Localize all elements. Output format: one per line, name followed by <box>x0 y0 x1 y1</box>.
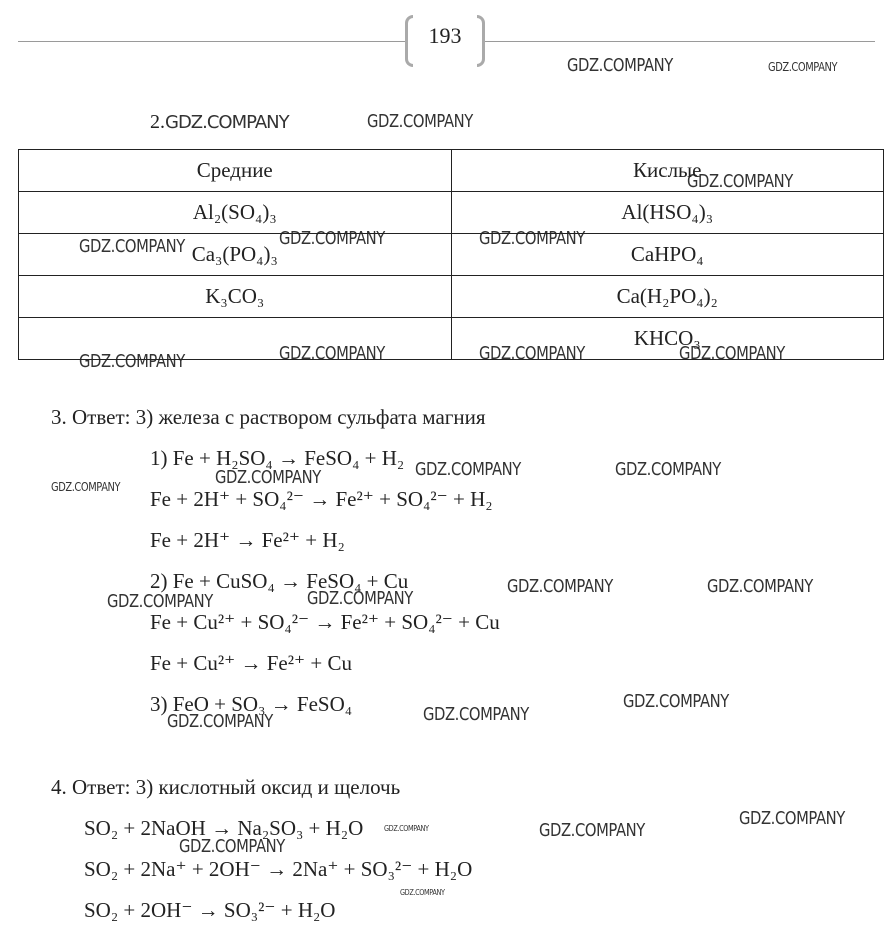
equation: Fe + 2H⁺ → Fe²⁺ + H₂ <box>150 528 345 552</box>
equation: 3) FeO + SO₃ → FeSO₄ <box>150 692 353 716</box>
equation: SO₂ + 2Na⁺ + 2OH⁻ → 2Na⁺ + SO₃²⁻ + H₂O <box>84 857 473 881</box>
page-number-frame <box>405 15 485 67</box>
watermark: GDZ.COMPANY <box>507 576 613 597</box>
equation: 2) Fe + CuSO₄ → FeSO₄ + Cu <box>150 569 409 593</box>
header-rule-right <box>485 41 875 42</box>
watermark: GDZ.COMPANY <box>679 343 785 364</box>
task-2-heading <box>150 111 289 134</box>
watermark: GDZ.COMPANY <box>768 60 838 74</box>
watermark: GDZ.COMPANY <box>479 228 585 249</box>
watermark: GDZ.COMPANY <box>423 704 529 725</box>
watermark: GDZ.COMPANY <box>384 824 429 833</box>
table-row <box>19 234 884 276</box>
table-cell: Ca₃(PO₄)₃ <box>19 234 452 276</box>
salts-table <box>18 149 884 360</box>
watermark: GDZ.COMPANY <box>539 820 645 841</box>
watermark: GDZ.COMPANY <box>279 228 385 249</box>
table-cell: K₃CO₃ <box>19 276 452 318</box>
watermark: GDZ.COMPANY <box>179 836 285 857</box>
page-number: 193 <box>428 23 462 48</box>
table-row <box>19 318 884 360</box>
watermark: GDZ.COMPANY <box>623 691 729 712</box>
equation: 1) Fe + H₂SO₄ → FeSO₄ + H₂ <box>150 446 405 470</box>
table-cell: Ca(H₂PO₄)₂ <box>451 276 884 318</box>
equation: SO₂ + 2OH⁻ → SO₃²⁻ + H₂O <box>84 898 336 922</box>
watermark: GDZ.COMPANY <box>400 888 445 897</box>
table-cell: Al(HSO₄)₃ <box>451 192 884 234</box>
header-rule-left <box>18 41 406 42</box>
table-cell <box>19 318 452 360</box>
watermark: GDZ.COMPANY <box>307 588 413 609</box>
watermark: GDZ.COMPANY <box>167 711 273 732</box>
watermark: GDZ.COMPANY <box>107 591 213 612</box>
equation: Fe + Cu²⁺ → Fe²⁺ + Cu <box>150 651 352 675</box>
watermark: GDZ.COMPANY <box>415 459 521 480</box>
watermark: GDZ.COMPANY <box>51 480 121 494</box>
table-cell: CaHPO₄ <box>451 234 884 276</box>
table-header-cell: Кислые <box>451 150 884 192</box>
task-4-answer: 4. Ответ: 3) кислотный оксид и щелочь <box>51 775 401 799</box>
watermark: GDZ.COMPANY <box>79 236 185 257</box>
table-row <box>19 192 884 234</box>
watermark: GDZ.COMPANY <box>567 55 673 76</box>
equation: Fe + 2H⁺ + SO₄²⁻ → Fe²⁺ + SO₄²⁻ + H₂ <box>150 487 493 511</box>
equation: Fe + Cu²⁺ + SO₄²⁻ → Fe²⁺ + SO₄²⁻ + Cu <box>150 610 500 634</box>
watermark: GDZ.COMPANY <box>279 343 385 364</box>
task-3-answer: 3. Ответ: 3) железа с раствором сульфата магния <box>51 405 486 429</box>
watermark: GDZ.COMPANY <box>479 343 585 364</box>
watermark: GDZ.COMPANY <box>739 808 845 829</box>
watermark: GDZ.COMPANY <box>707 576 813 597</box>
watermark: GDZ.COMPANY <box>615 459 721 480</box>
watermark: GDZ.COMPANY <box>687 171 793 192</box>
table-row <box>19 276 884 318</box>
table-header-cell: Средние <box>19 150 452 192</box>
watermark: GDZ.COMPANY <box>165 112 289 133</box>
watermark: GDZ.COMPANY <box>79 351 185 372</box>
table-cell: KHCO₃ <box>451 318 884 360</box>
equation: SO₂ + 2NaOH → Na₂SO₃ + H₂O <box>84 816 364 840</box>
watermark: GDZ.COMPANY <box>367 111 473 132</box>
table-cell: Al₂(SO₄)₃ <box>19 192 452 234</box>
watermark: GDZ.COMPANY <box>215 467 321 488</box>
table-header-row <box>19 150 884 192</box>
task-2-label: 2. <box>150 111 165 133</box>
